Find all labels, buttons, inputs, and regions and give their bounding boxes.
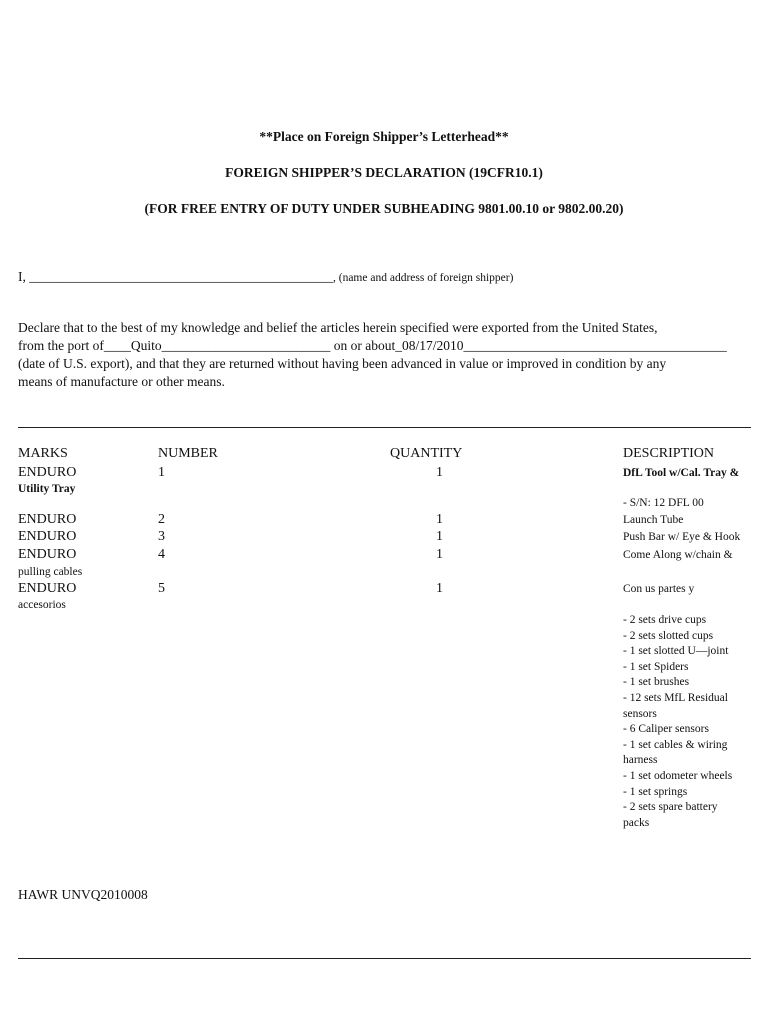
col-header-marks: MARKS (18, 446, 68, 461)
row-3-description: Push Bar w/ Eye & Hook (623, 531, 741, 543)
shipper-prefix: I, (18, 269, 30, 284)
row-1-continuation: Utility Tray (18, 483, 76, 495)
row-4-marks: ENDURO (18, 547, 77, 562)
accessory-item: - 6 Caliper sensors (623, 723, 709, 735)
declaration-line-1: Declare that to the best of my knowledge and belief the articles herein specified were exported from the United States, (18, 320, 658, 335)
row-1-description: DfL Tool w/Cal. Tray & (623, 467, 740, 479)
accessory-item: packs (623, 817, 650, 829)
shipper-line (18, 268, 513, 286)
row-1-quantity: 1 (436, 465, 443, 480)
row-5-continuation: accesorios (18, 599, 66, 611)
row-2-quantity: 1 (436, 512, 443, 527)
table-top-rule (18, 427, 751, 428)
row-1-number: 1 (158, 465, 165, 480)
accessory-item: sensors (623, 708, 657, 720)
row-3-marks: ENDURO (18, 529, 77, 544)
col-header-number: NUMBER (158, 446, 218, 461)
row-4-description: Come Along w/chain & (623, 549, 733, 561)
accessory-item: - 1 set springs (623, 786, 688, 798)
row-2-number: 2 (158, 512, 165, 527)
row-1-marks: ENDURO (18, 465, 77, 480)
letterhead-note: **Place on Foreign Shipper’s Letterhead** (259, 129, 509, 144)
declaration-line-4: means of manufacture or other means. (18, 374, 225, 389)
row-1-serial-note: - S/N: 12 DFL 00 (623, 497, 704, 509)
accessory-item: - 12 sets MfL Residual (623, 692, 728, 704)
declaration-line-2: from the port of____Quito_________________________ on or about_08/17/2010_______________________________________ (18, 338, 727, 353)
row-2-description: Launch Tube (623, 514, 684, 526)
accessory-item: - 1 set slotted U—joint (623, 645, 729, 657)
row-4-continuation: pulling cables (18, 566, 83, 578)
row-5-number: 5 (158, 581, 165, 596)
accessory-item: - 1 set cables & wiring (623, 739, 728, 751)
col-header-quantity: QUANTITY (390, 446, 463, 461)
accessory-item: - 1 set brushes (623, 676, 690, 688)
accessory-item: - 1 set odometer wheels (623, 770, 733, 782)
accessory-item: - 2 sets drive cups (623, 614, 707, 626)
page-title: FOREIGN SHIPPER’S DECLARATION (19CFR10.1) (225, 165, 543, 180)
col-header-description: DESCRIPTION (623, 446, 715, 461)
shipper-suffix: , (name and address of foreign shipper) (333, 272, 514, 284)
row-5-quantity: 1 (436, 581, 443, 596)
row-2-marks: ENDURO (18, 512, 77, 527)
accessory-item: - 2 sets slotted cups (623, 630, 714, 642)
row-5-marks: ENDURO (18, 581, 77, 596)
accessory-item: - 1 set Spiders (623, 661, 689, 673)
accessory-item: - 2 sets spare battery (623, 801, 718, 813)
row-3-number: 3 (158, 529, 165, 544)
row-4-number: 4 (158, 547, 165, 562)
row-5-description: Con us partes y (623, 583, 695, 595)
page-subtitle: (FOR FREE ENTRY OF DUTY UNDER SUBHEADING 9801.00.10 or 9802.00.20) (144, 201, 624, 216)
declaration-line-3: (date of U.S. export), and that they are returned without having been advanced in value or improved in condition by any (18, 356, 667, 371)
reference-number: HAWR UNVQ2010008 (18, 887, 148, 902)
accessory-item: harness (623, 754, 658, 766)
bottom-rule (18, 958, 751, 959)
row-4-quantity: 1 (436, 547, 443, 562)
shipper-blank: _____________________________________________ (29, 269, 333, 284)
row-3-quantity: 1 (436, 529, 443, 544)
